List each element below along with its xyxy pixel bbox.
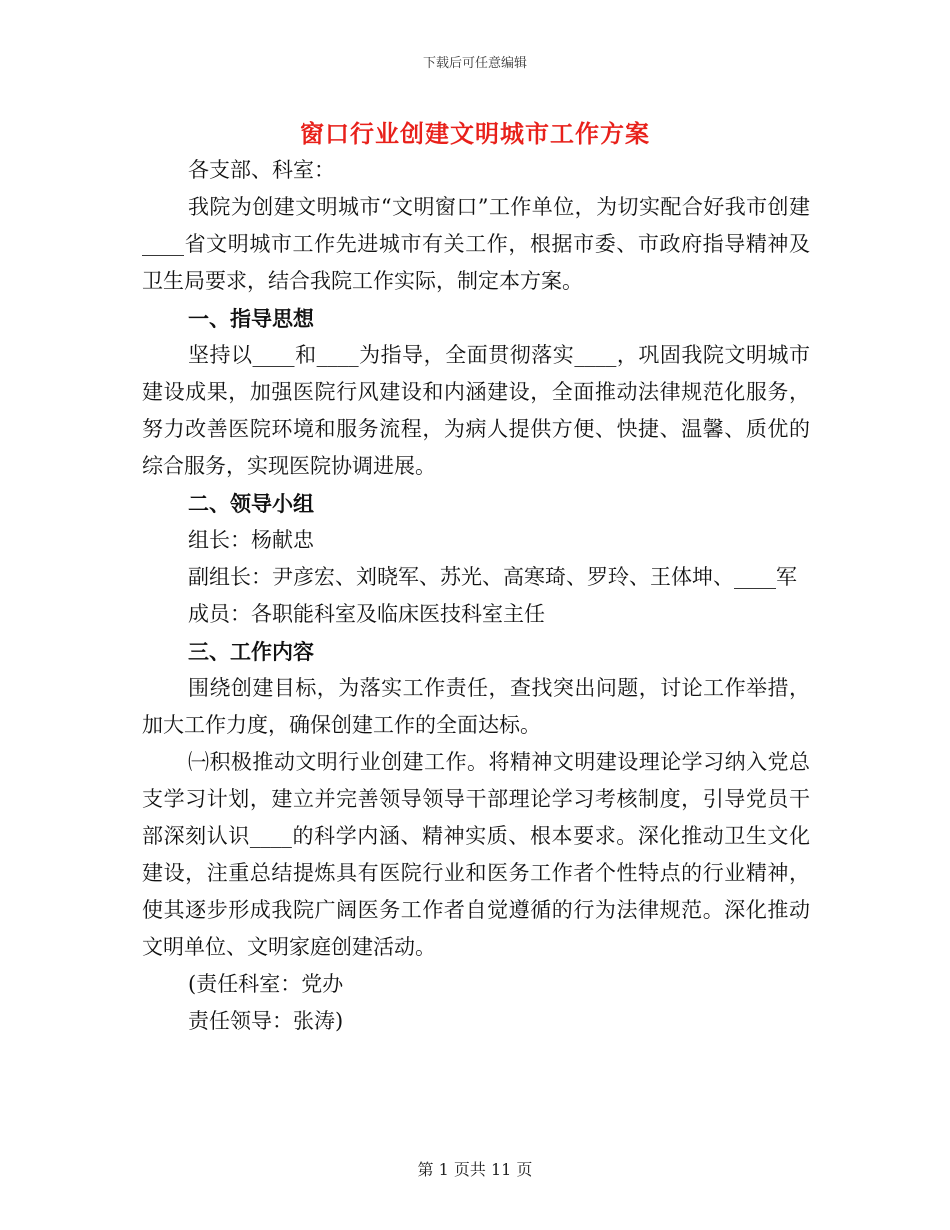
document-body: [142, 152, 810, 1040]
responsible-leader: 责任领导：张涛): [188, 1009, 344, 1033]
intro-paragraph: 我院为创建文明城市“文明窗口”工作单位，为切实配合好我市创建____省文明城市工作先进城市有关工作，根据市委、市政府指导精神及卫生局要求，结合我院工作实际，制定本方案。: [142, 195, 810, 293]
group-leader: 组长：杨献忠: [188, 528, 314, 552]
section-heading-guiding-ideology: 一、指导思想: [188, 306, 314, 331]
document-title: 窗口行业创建文明城市工作方案: [300, 119, 650, 148]
deputy-leaders: 副组长：尹彦宏、刘晓军、苏光、高寒琦、罗玲、王体坤、____军: [188, 565, 797, 589]
work-item-1: ㈠积极推动文明行业创建工作。将精神文明建设理论学习纳入党总支学习计划，建立并完善领导领导干部理论学习考核制度，引导党员干部深刻认识____的科学内涵、精神实质、根本要求。深化推动卫生文化建设，注重总结提炼具有医院行业和医务工作者个性特点的行业精神，使其逐步形成我院广阔医务工作者自觉遵循的行为法律规范。深化推动文明单位、文明家庭创建活动。: [142, 750, 810, 959]
page-header-note: 下载后可任意编辑: [422, 56, 527, 71]
salutation: 各支部、科室：: [188, 158, 335, 182]
guiding-ideology-paragraph: 坚持以____和____为指导，全面贯彻落实____，巩固我院文明城市建设成果，加强医院行风建设和内涵建设，全面推动法律规范化服务，努力改善医院环境和服务流程，为病人提供方便、快捷、温馨、质优的综合服务，实现医院协调进展。: [142, 343, 810, 478]
responsible-department: (责任科室：党办: [188, 972, 344, 996]
page-number: 第 1 页共 11 页: [417, 1160, 533, 1179]
section-heading-leadership-group: 二、领导小组: [188, 491, 314, 516]
section-heading-work-content: 三、工作内容: [188, 639, 314, 664]
work-content-intro: 围绕创建目标，为落实工作责任，查找突出问题，讨论工作举措，加大工作力度，确保创建工作的全面达标。: [142, 676, 810, 737]
group-members: 成员：各职能科室及临床医技科室主任: [188, 602, 545, 626]
